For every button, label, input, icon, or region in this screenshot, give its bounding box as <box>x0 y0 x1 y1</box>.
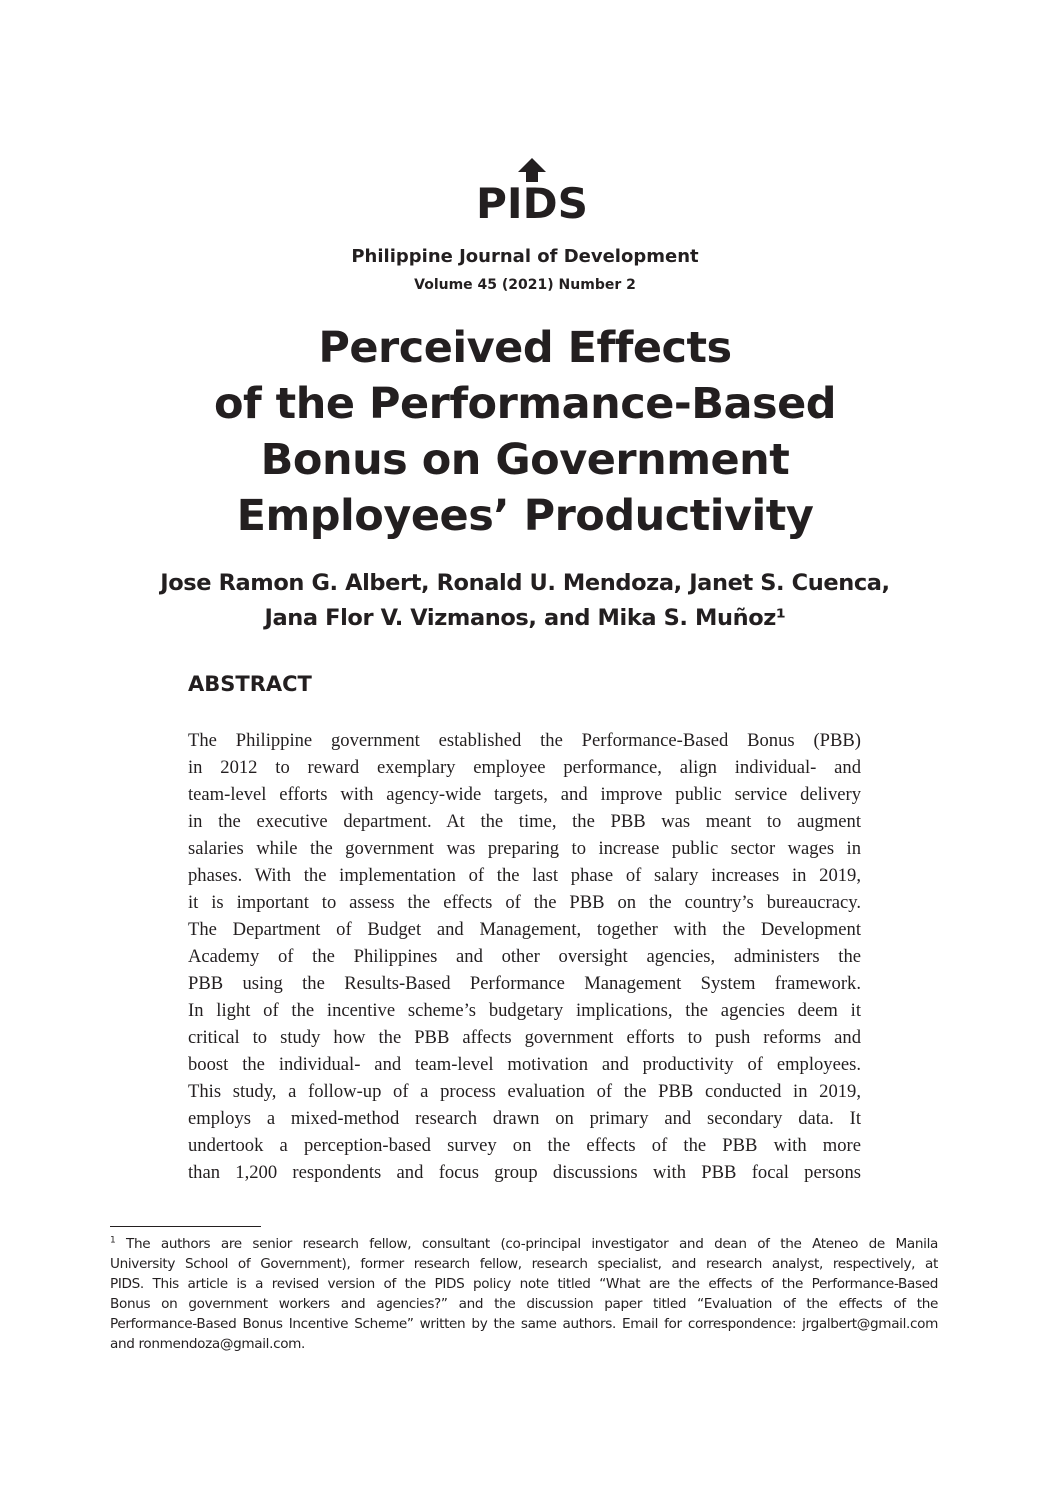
title-line: Perceived Effects <box>318 323 732 373</box>
abstract-line: critical to study how the PBB affects government efforts to push reforms and <box>188 1027 861 1048</box>
title-line: Bonus on Government <box>260 435 790 485</box>
abstract-line: salaries while the government was preparing to increase public sector wages in <box>188 838 861 859</box>
abstract-line: The Philippine government established the Performance-Based Bonus (PBB) <box>188 730 861 751</box>
author-list <box>110 566 940 636</box>
abstract-body <box>188 727 861 1186</box>
abstract-line: in 2012 to reward exemplary employee performance, align individual- and <box>188 757 861 778</box>
abstract-line: PBB using the Results-Based Performance Management System framework. <box>188 973 861 994</box>
author-line: Jana Flor V. Vizmanos, and Mika S. Muñoz¹ <box>264 605 786 631</box>
footnote-line <box>110 1234 938 1254</box>
abstract-line: in the executive department. At the time, the PBB was meant to augment <box>188 811 861 832</box>
title-line: Employees’ Productivity <box>236 491 814 541</box>
author-line: Jose Ramon G. Albert, Ronald U. Mendoza, Janet S. Cuenca, <box>160 570 890 596</box>
abstract-heading: ABSTRACT <box>188 672 312 696</box>
footnote-line: and ronmendoza@gmail.com. <box>110 1336 306 1352</box>
footnote-line: Performance-Based Bonus Incentive Scheme” written by the same authors. Email for correspondence: jrgalbert@gmail.com <box>110 1316 938 1332</box>
pids-logo <box>475 156 589 222</box>
abstract-line: boost the individual- and team-level motivation and productivity of employees. <box>188 1054 861 1075</box>
footnote <box>110 1234 938 1354</box>
abstract-line: The Department of Budget and Management, together with the Development <box>188 919 861 940</box>
abstract-line: phases. With the implementation of the last phase of salary increases in 2019, <box>188 865 861 886</box>
footnote-line: Bonus on government workers and agencies?” and the discussion paper titled “Evaluation of the effects of the <box>110 1296 938 1312</box>
abstract-line: Academy of the Philippines and other oversight agencies, administers the <box>188 946 861 967</box>
footnote-line: PIDS. This article is a revised version of the PIDS policy note titled “What are the effects of the Performance-Based <box>110 1276 938 1292</box>
title-line: of the Performance-Based <box>213 379 837 429</box>
footnote-marker: 1 <box>110 1235 116 1246</box>
footnote-divider <box>110 1226 261 1227</box>
journal-volume: Volume 45 (2021) Number 2 <box>414 277 636 293</box>
svg-text:PIDS: PIDS <box>476 179 588 222</box>
abstract-line: undertook a perception-based survey on the effects of the PBB with more <box>188 1135 861 1156</box>
abstract-line: than 1,200 respondents and focus group discussions with PBB focal persons <box>188 1162 861 1183</box>
abstract-line: it is important to assess the effects of the PBB on the country’s bureaucracy. <box>188 892 861 913</box>
abstract-line: In light of the incentive scheme’s budgetary implications, the agencies deem it <box>188 1000 861 1021</box>
article-title <box>150 320 900 544</box>
footnote-line: University School of Government), former research fellow, research specialist, and research analyst, respectively, at <box>110 1256 938 1272</box>
footnote-text: The authors are senior research fellow, consultant (co-principal investigator and dean of the Ateneo de Manila <box>126 1236 938 1252</box>
abstract-line: employs a mixed-method research drawn on primary and secondary data. It <box>188 1108 861 1129</box>
journal-name: Philippine Journal of Development <box>351 246 699 267</box>
abstract-line: This study, a follow-up of a process evaluation of the PBB conducted in 2019, <box>188 1081 861 1102</box>
abstract-line: team-level efforts with agency-wide targets, and improve public service delivery <box>188 784 861 805</box>
